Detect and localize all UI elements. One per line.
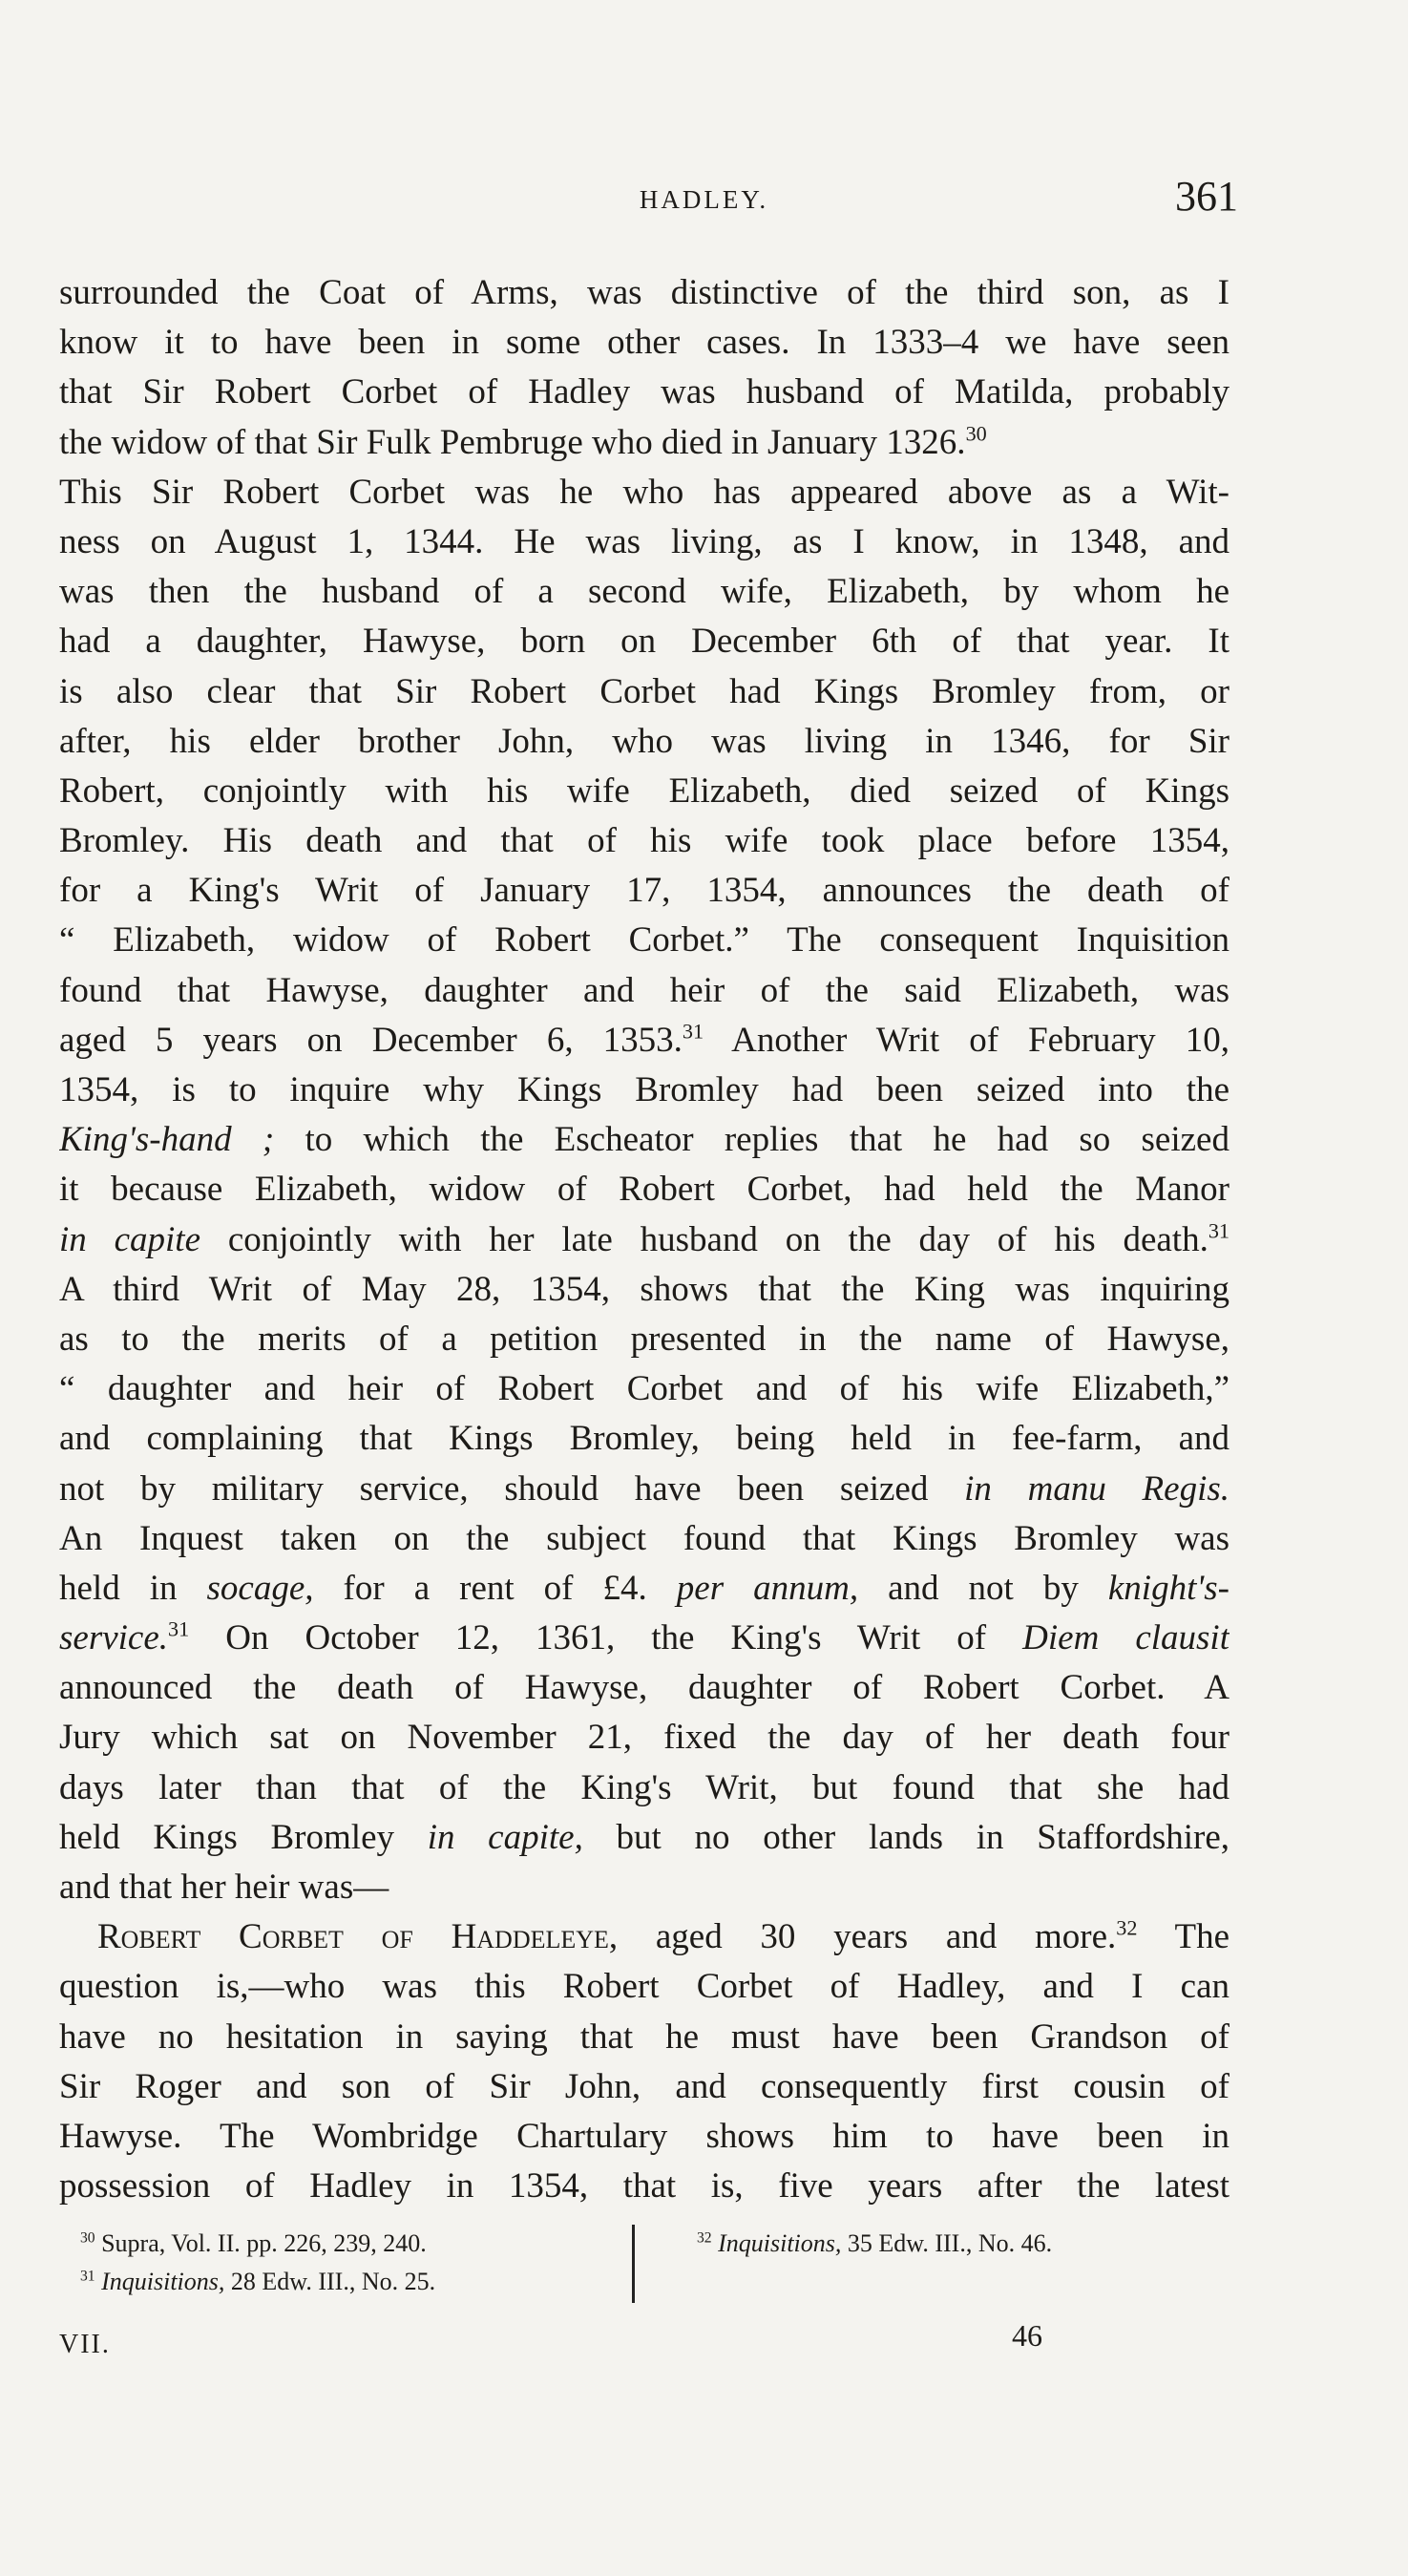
running-head: HADLEY.: [639, 185, 769, 214]
text-line: days later than that of the King's Writ, but found that she had: [59, 1767, 1229, 1807]
text-line: have no hesitation in saying that he must have been Grandson of: [59, 2016, 1229, 2057]
text-line: question is,—who was this Robert Corbet of Hadley, and I can: [59, 1967, 1229, 2007]
text-line: Bromley. His death and that of his wife took place before 1354,: [59, 821, 1229, 861]
text-line: aged 5 years on December 6, 1353.31 Another Writ of February 10,: [59, 1019, 1229, 1060]
text-line: This Sir Robert Corbet was he who has appeared above as a Wit-: [59, 472, 1229, 512]
footnote-30: $^{30}$ Supra, Vol. II. pp. 226, 239, 240.: [80, 2229, 427, 2257]
text-line: found that Hawyse, daughter and heir of the said Elizabeth, was: [59, 970, 1229, 1010]
footnote-ref: 30: [965, 421, 987, 446]
text-line: had a daughter, Hawyse, born on December 6th of that year. It: [59, 622, 1229, 662]
page-number: 361: [1175, 173, 1238, 220]
footnotes-right-column: [697, 2225, 1231, 2263]
text-line: announced the death of Hawyse, daughter of Robert Corbet. A: [59, 1668, 1229, 1708]
text-line: Robert Corbet of Haddeleye, aged 30 years and more.$^{32}$ The: [97, 1915, 1229, 1957]
text-line: Robert, conjointly with his wife Elizabeth, died seized of Kings: [59, 771, 1229, 811]
footnote-31: $^{31}$ Inquisitions, 28 Edw. III., No. 25.: [80, 2268, 436, 2295]
text-line: Sir Roger and son of Sir John, and consequently first cousin of: [59, 2066, 1229, 2106]
text-line: and complaining that Kings Bromley, being held in fee-farm, and: [59, 1419, 1229, 1459]
footnote-divider: [632, 2225, 635, 2303]
text-line: King's-hand ; to which the Escheator replies that he had so seized: [59, 1120, 1229, 1160]
text-line: in capite conjointly with her late husband on the day of his death.$^{31}$: [59, 1218, 1229, 1259]
footnote-ref: 31: [682, 1019, 704, 1044]
text-line: and that her heir was—: [59, 1868, 389, 1907]
text-line: An Inquest taken on the subject found that Kings Bromley was: [59, 1518, 1229, 1558]
text-line: it because Elizabeth, widow of Robert Corbet, had held the Manor: [59, 1170, 1229, 1210]
text-line: 1354, is to inquire why Kings Bromley had been seized into the: [59, 1070, 1229, 1109]
text-line: “ Elizabeth, widow of Robert Corbet.” The consequent Inquisition: [59, 920, 1229, 961]
text-line: service.$^{31}$ On October 12, 1361, the King's Writ of Diem clausit: [59, 1616, 1229, 1658]
text-line: the widow of that Sir Fulk Pembruge who died in January 1326.30: [59, 421, 987, 462]
text-line: “ daughter and heir of Robert Corbet and of his wife Elizabeth,”: [59, 1369, 1229, 1409]
footnote-ref: 31: [168, 1616, 190, 1641]
footnote-ref: 31: [1208, 1218, 1229, 1243]
text-line: is also clear that Sir Robert Corbet had Kings Bromley from, or: [59, 671, 1229, 711]
text-line: that Sir Robert Corbet of Hadley was husband of Matilda, probably: [59, 372, 1229, 412]
text-line: not by military service, should have been seized in manu Regis.: [59, 1468, 1229, 1509]
text-line: ness on August 1, 1344. He was living, as I know, in 1348, and: [59, 521, 1229, 561]
text-line: possession of Hadley in 1354, that is, five years after the latest: [59, 2166, 1229, 2206]
body-text: [59, 268, 1229, 2211]
text-line: for a King's Writ of January 17, 1354, announces the death of: [59, 871, 1229, 911]
text-line: held in socage, for a rent of £4. per annum, and not by knight's-: [59, 1568, 1229, 1608]
text-line: A third Writ of May 28, 1354, shows that the King was inquiring: [59, 1269, 1229, 1309]
footnote-32: $^{32}$ Inquisitions, 35 Edw. III., No. 46.: [697, 2229, 1053, 2257]
footnotes-left-column: [80, 2225, 634, 2301]
footnote-ref: 32: [1116, 1915, 1138, 1940]
text-line: held Kings Bromley in capite, but no other lands in Staffordshire,: [59, 1817, 1229, 1857]
text-line: was then the husband of a second wife, Elizabeth, by whom he: [59, 572, 1229, 612]
signature-mark: VII.: [59, 2330, 111, 2359]
text-line: Hawyse. The Wombridge Chartulary shows him to have been in: [59, 2116, 1229, 2156]
sheet-number: 46: [1012, 2318, 1042, 2353]
footnotes: [59, 2225, 1229, 2330]
text-line: Jury which sat on November 21, fixed the day of her death four: [59, 1718, 1229, 1758]
text-line: as to the merits of a petition presented in the name of Hawyse,: [59, 1319, 1229, 1359]
text-line: know it to have been in some other cases. In 1333–4 we have seen: [59, 323, 1229, 363]
text-line: surrounded the Coat of Arms, was distinctive of the third son, as I: [59, 273, 1229, 312]
text-line: after, his elder brother John, who was living in 1346, for Sir: [59, 721, 1229, 761]
